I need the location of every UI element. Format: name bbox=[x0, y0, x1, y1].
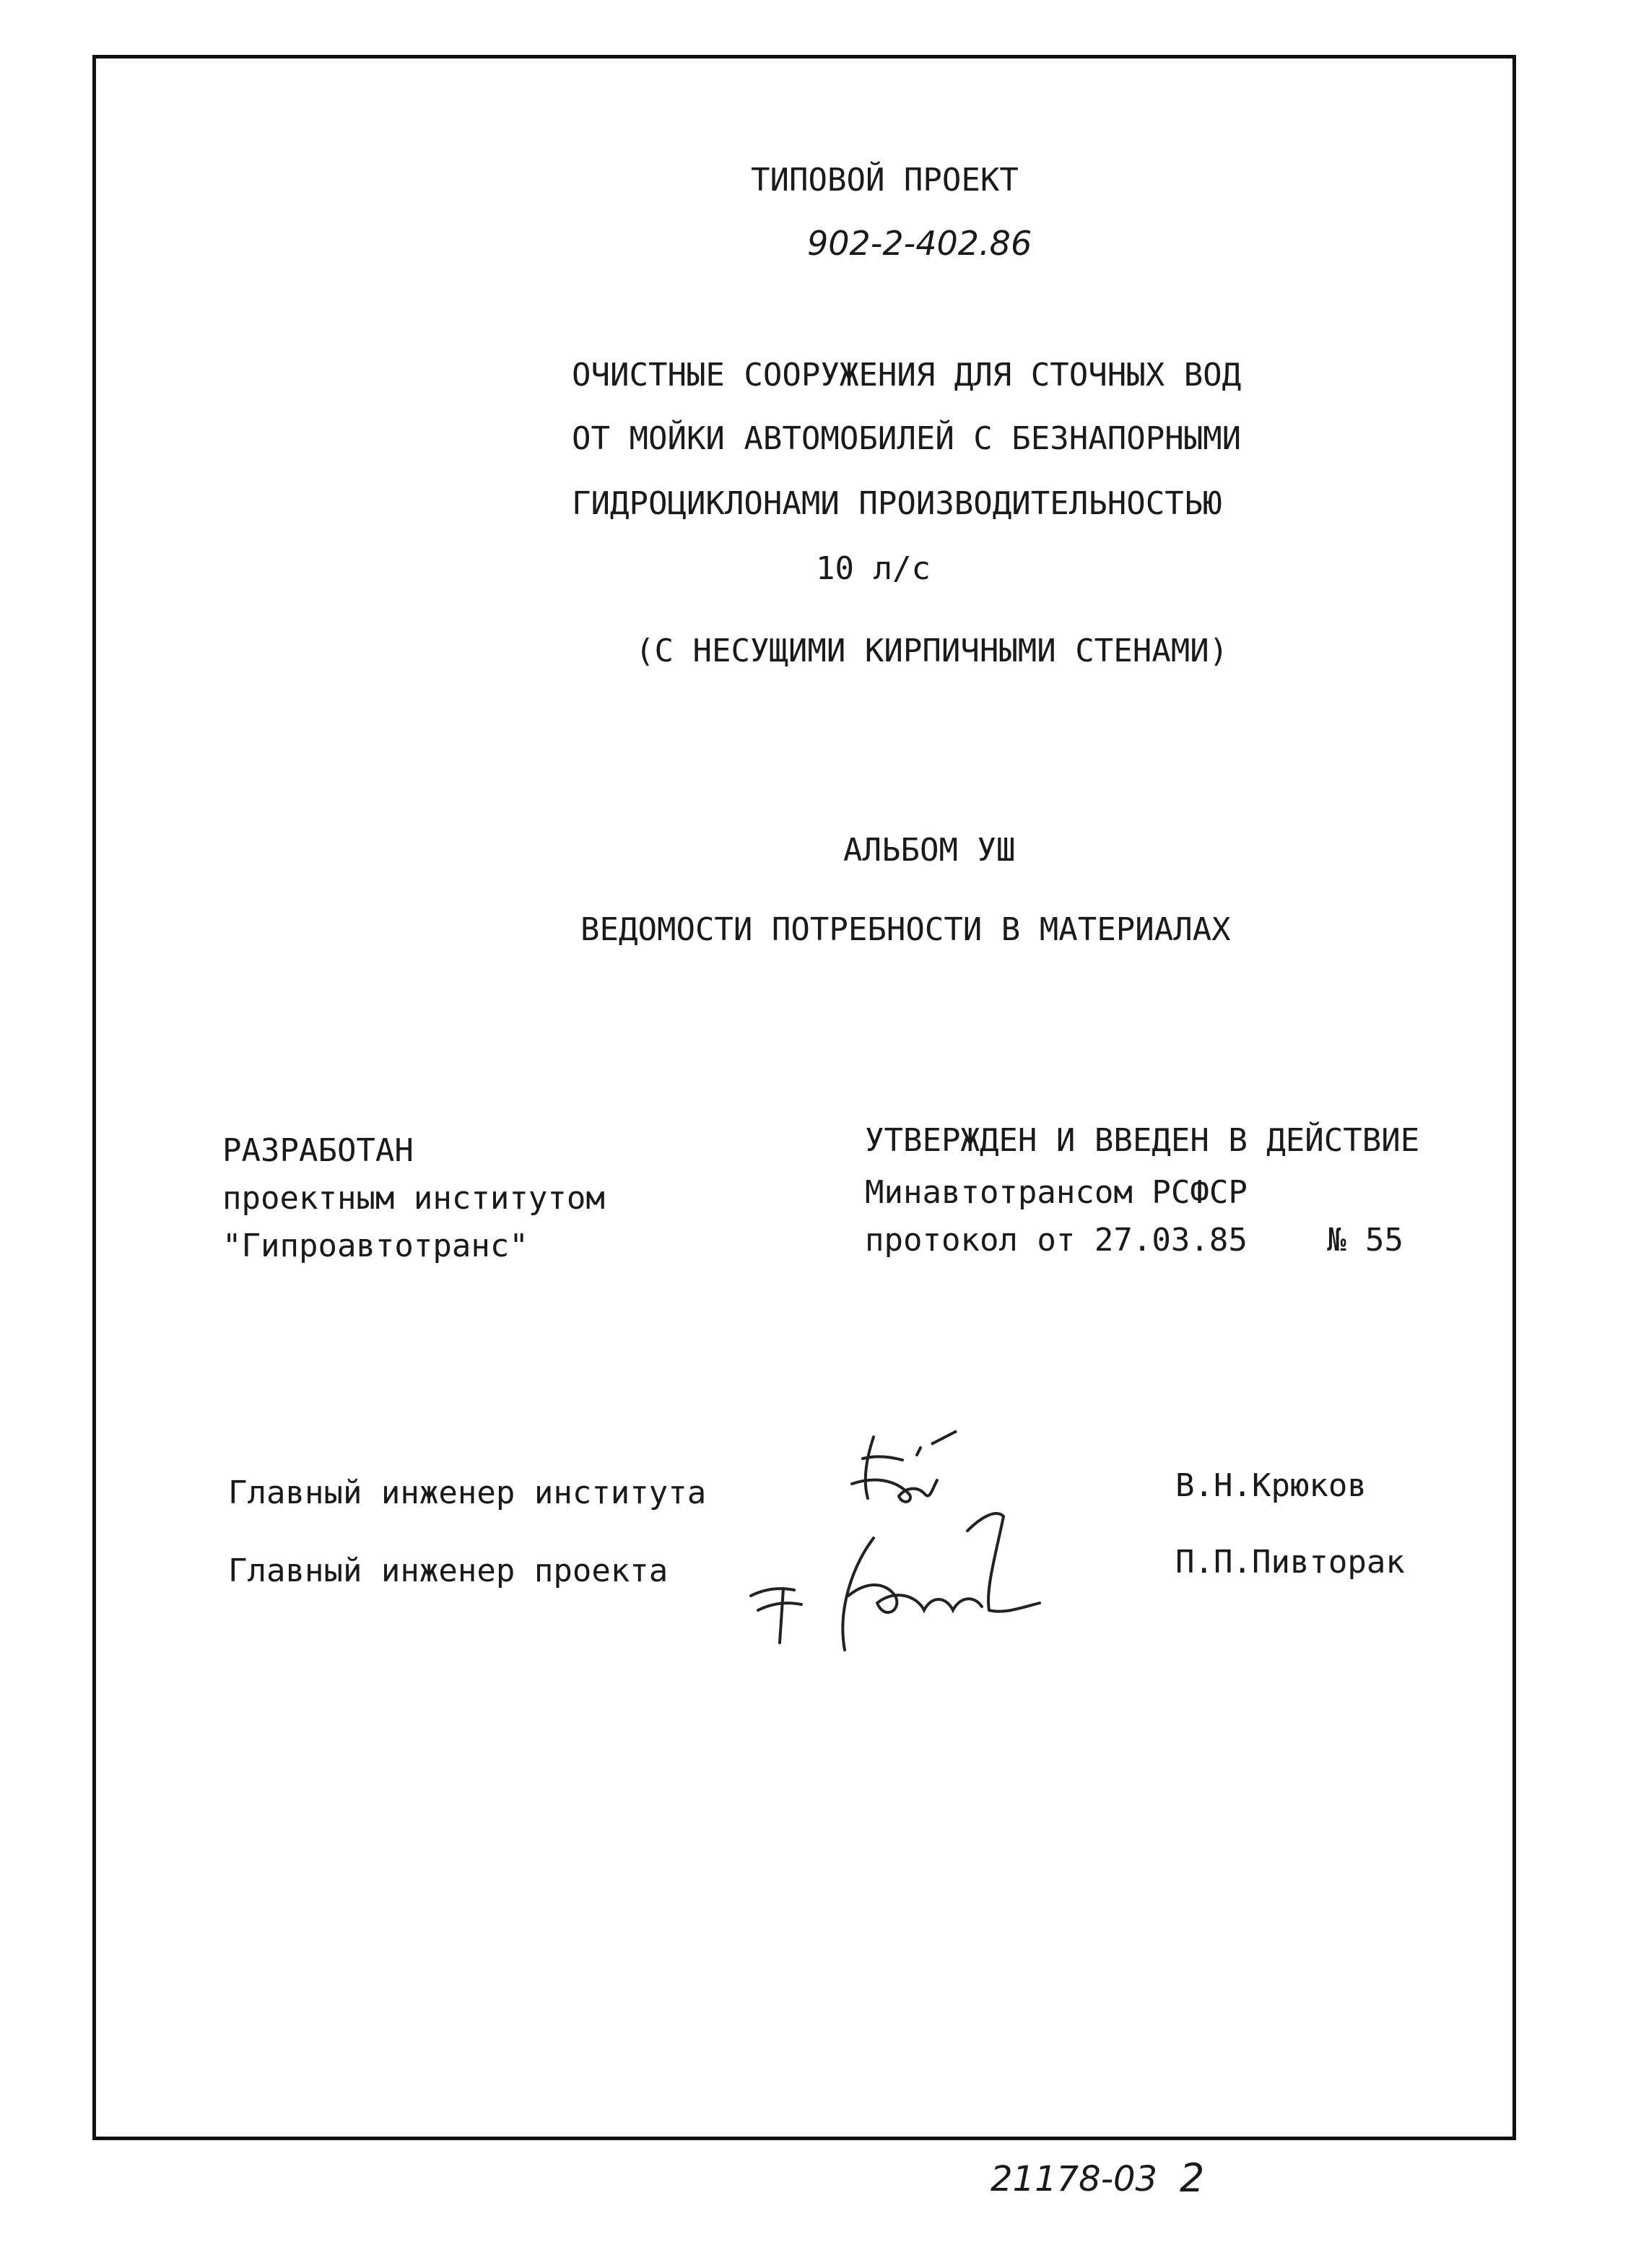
album-name: ВЕДОМОСТИ ПОТРЕБНОСТИ В МАТЕРИАЛАХ bbox=[580, 911, 1231, 948]
approved-ministry: Минавтотрансом РСФСР bbox=[865, 1174, 1248, 1211]
project-type: ТИПОВОЙ ПРОЕКТ bbox=[751, 162, 1019, 199]
sheet-code: 21178-03 bbox=[991, 2159, 1158, 2199]
chief-engineer-project-name: П.П.Пивторак bbox=[1175, 1544, 1405, 1581]
title-line-3: ГИДРОЦИКЛОНАМИ ПРОИЗВОДИТЕЛЬНОСТЬЮ bbox=[572, 485, 1222, 522]
approved-protocol-number: № 55 bbox=[1327, 1222, 1403, 1259]
title-line-4: 10 л/с bbox=[816, 550, 931, 587]
title-line-5: (С НЕСУЩИМИ КИРПИЧНЫМИ СТЕНАМИ) bbox=[635, 633, 1229, 669]
chief-engineer-institute-name: В.Н.Крюков bbox=[1175, 1467, 1367, 1504]
developed-label: РАЗРАБОТАН bbox=[222, 1132, 414, 1169]
approved-label: УТВЕРЖДЕН И ВВЕДЕН В ДЕЙСТВИЕ bbox=[865, 1122, 1420, 1159]
title-line-1: ОЧИСТНЫЕ СООРУЖЕНИЯ ДЛЯ СТОЧНЫХ ВОД bbox=[572, 357, 1242, 394]
approved-protocol: протокол от 27.03.85 bbox=[865, 1222, 1248, 1259]
chief-engineer-project-role: Главный инженер проекта bbox=[228, 1552, 669, 1589]
album-number: АЛЬБОМ УШ bbox=[843, 832, 1016, 869]
chief-engineer-institute-role: Главный инженер института bbox=[228, 1474, 707, 1511]
signature-2-icon bbox=[729, 1487, 1090, 1661]
developed-institute: проектным институтом bbox=[222, 1180, 605, 1217]
title-line-2: ОТ МОЙКИ АВТОМОБИЛЕЙ С БЕЗНАПОРНЫМИ bbox=[572, 420, 1242, 457]
page-number: 2 bbox=[1180, 2155, 1205, 2201]
project-number: 902-2-402.86 bbox=[807, 224, 1032, 263]
developed-institute-name: "Гипроавтотранс" bbox=[222, 1228, 528, 1264]
